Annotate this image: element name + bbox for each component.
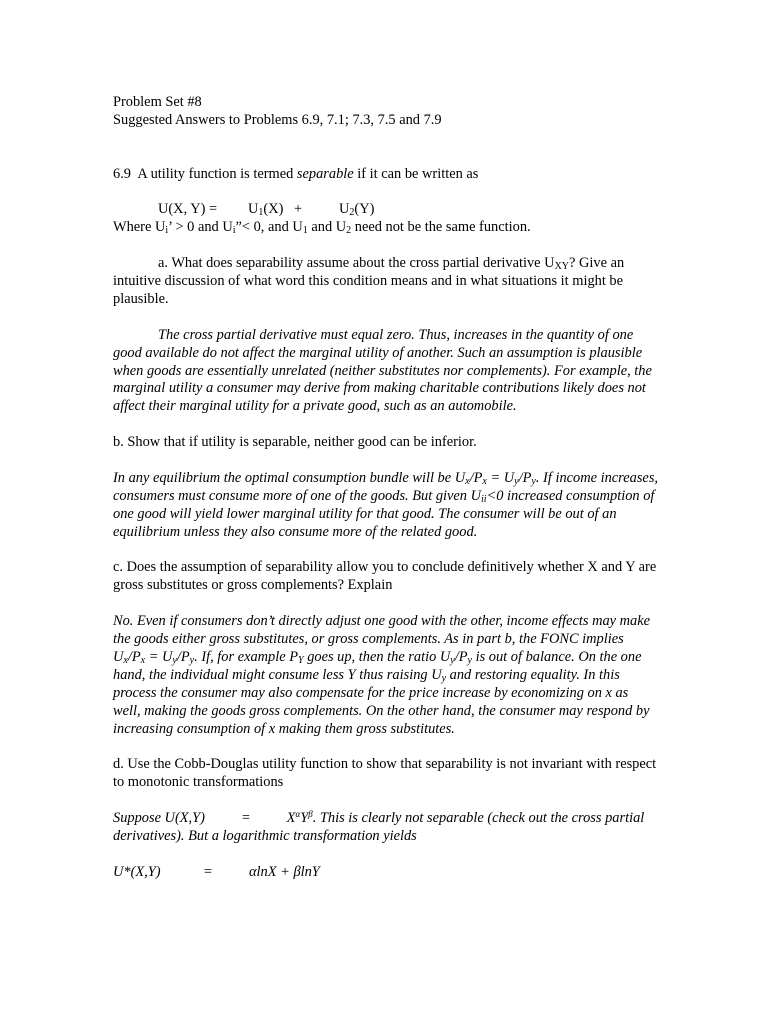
intro-text: A utility function is termed — [137, 165, 294, 182]
eq-u1: $U_1(X)$ — [248, 201, 284, 219]
part-b-answer: In any equilibrium the optimal consumption bundle will be $U_x/P_x = U_y/P_y$. If income increases, consumers must consume more of one of the goods. But given $U_{ii}<0$ increased consumption of one good will yield lower marginal utility for that good. The consumer will be out of an equilibrium unless they also consume more of the related good. — [113, 469, 659, 540]
intro-text-end: if it can be written as — [357, 165, 479, 182]
doc-subtitle: Suggested Answers to Problems 6.9, 7.1; 7.3, 7.5 and 7.9 — [113, 111, 442, 128]
part-d-question: d. Use the Cobb-Douglas utility function to show that separability is not invariant with respect to monotonic transformations — [113, 756, 657, 791]
doc-title: Problem Set #8 — [113, 94, 202, 110]
problem-6-9-intro — [113, 166, 658, 184]
transform-rhs: αlnX + βlnY — [249, 863, 320, 880]
where-clause: Where $U_i$’ > 0 and $U_i”< 0$, and $U_1$ and $U_2$ need not be the same function. — [113, 219, 531, 237]
transform-eq: = — [203, 863, 213, 880]
separable-equation — [113, 201, 658, 219]
part-a-answer: The cross partial derivative must equal zero. Thus, increases in the quantity of one good available do not affect the marginal utility of another. Such an assumption is plausible when goods are essentially unrelated (neither substitutes nor complements). For example, the marginal utility a consumer may derive from making charitable contributions likely does not affect their marginal utility for a private good, such as an automobile. — [113, 326, 652, 415]
eq-plus: + — [294, 201, 303, 218]
part-b-question: b. Show that if utility is separable, neither good can be inferior. — [113, 434, 477, 451]
transform-lhs: U*(X,Y) — [113, 863, 161, 880]
part-c-question: c. Does the assumption of separability allow you to conclude definitively whether X and Y are gross substitutes or gross complements? Explain — [113, 559, 657, 594]
document-page — [113, 94, 658, 882]
term-separable: separable — [296, 165, 354, 182]
part-c-answer: No. Even if consumers don’t directly adjust one good with the other, income effects may make the goods either gross substitutes, or gross complements. As in part b, the FONC implies $U_x/P_x = U_y/P_y$. If, for example $P_Y$ goes up, then the ratio $U_y/P_y$ is out of balance. On the one hand, the individual might consume less Y thus raising $U_y$ and restoring equality. In this process the consumer may also compensate for the price increase by economizing on x as well, making the goods gross complements. On the other hand, the consumer may respond by increasing consumption of x making them gross substitutes. — [113, 613, 651, 737]
part-a-question: a. What does separability assume about the cross partial derivative $U_{XY}$? Give an intuitive discussion of what word this condition means and in what situations it might be plausible. — [113, 255, 625, 307]
part-d-answer: Suppose $U(X,Y) = X^\alpha Y^\beta$. This is clearly not separable (check out the cross partial derivatives). But a logarithmic transformation yields — [113, 809, 645, 844]
problem-number: 6.9 — [113, 165, 131, 182]
log-transform-equation — [113, 864, 658, 882]
eq-lhs: U(X, Y) = — [158, 201, 218, 218]
eq-u2: $U_2(Y)$ — [339, 201, 375, 219]
